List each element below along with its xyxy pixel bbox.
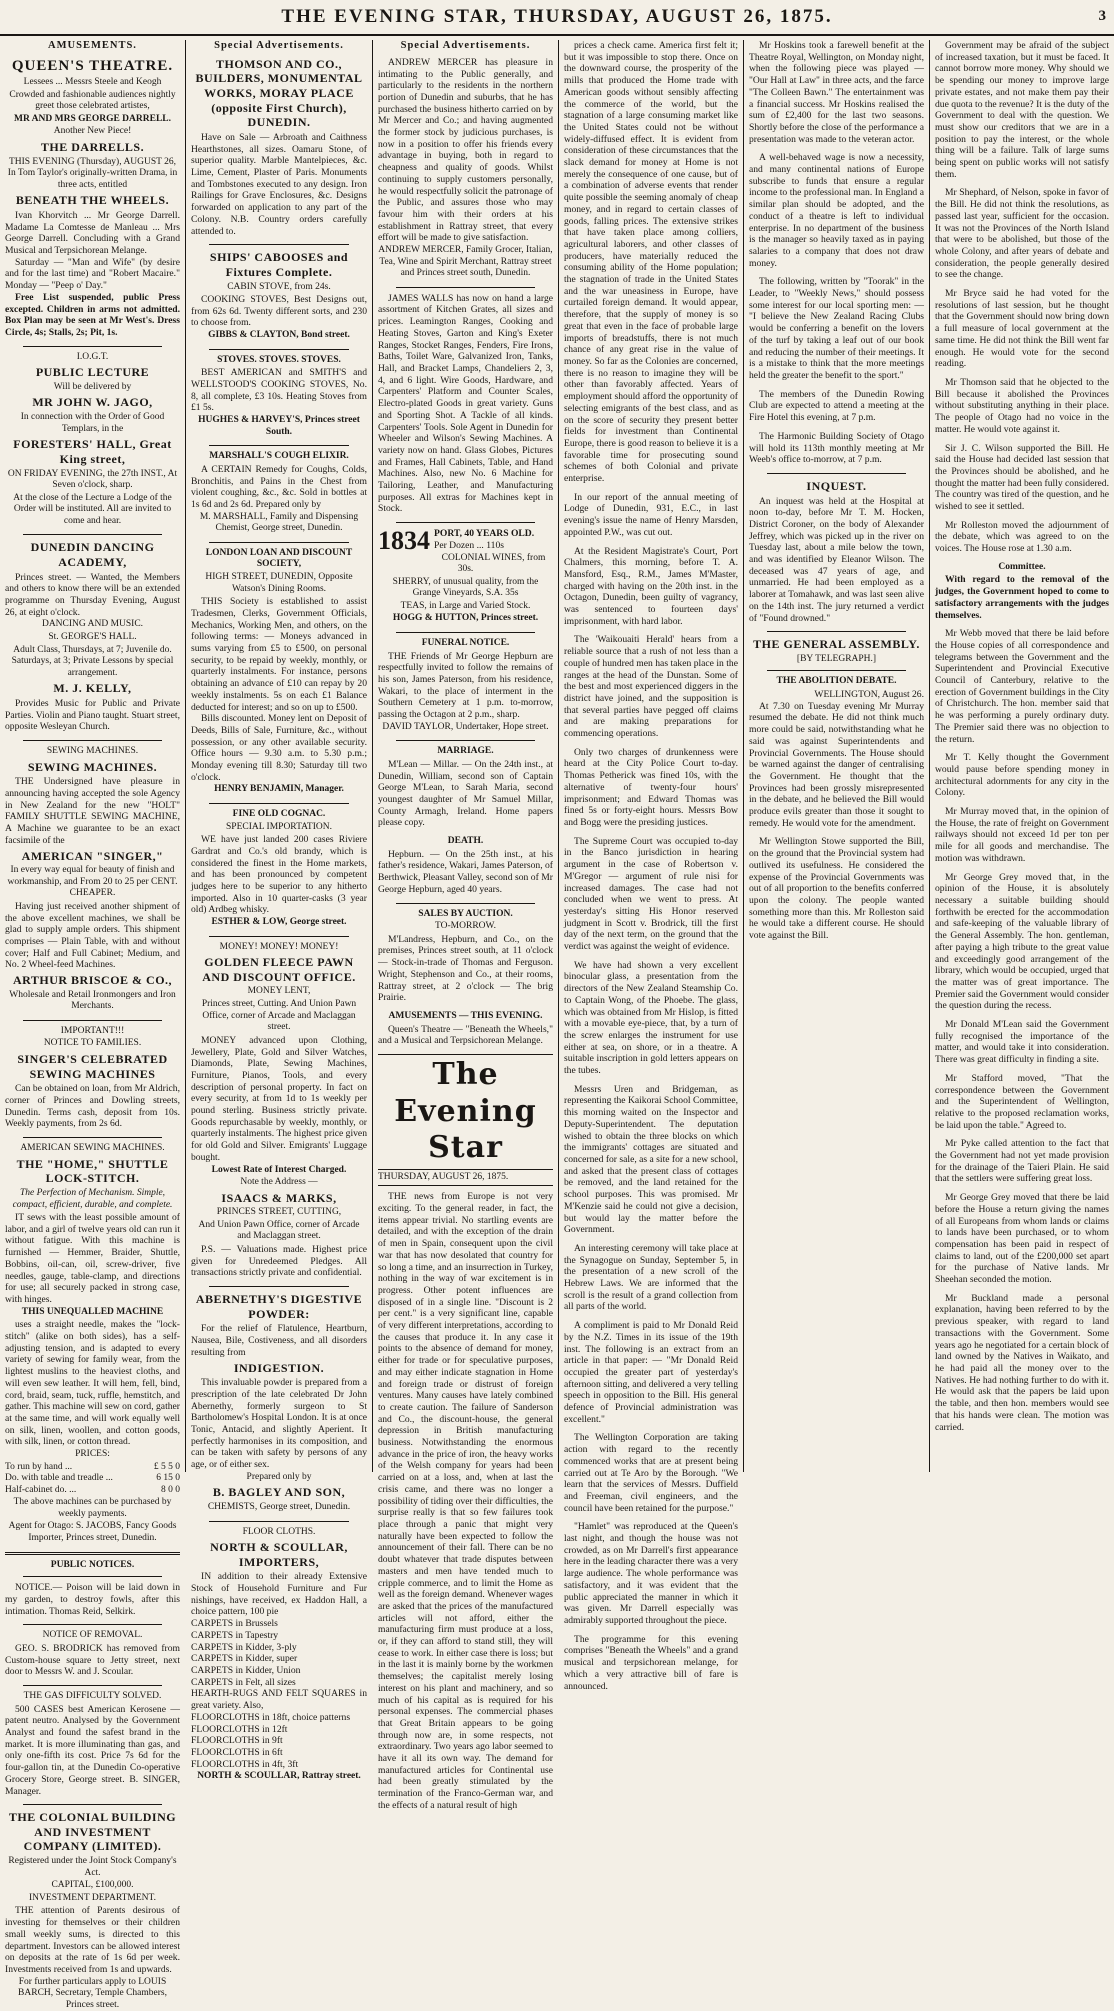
column-5 <box>744 40 929 1472</box>
article-paragraph: We have had shown a very excellent binocular glass, a presentation from the directors of the New Zealand Steamship Co. to Captain Wong, of the Phoebe. The glass, which was obtained from Mr Hislop, is fitted with a movable eye-piece, that, by a turn of the screw enlarges the instrument for use either at sea, on shore, or in a theatre. A suitable inscription in gold letters appears on the tubes. <box>564 959 738 1077</box>
ad-text: Ivan Khorvitch ... Mr George Darrell. Madame La Comtesse de Manleau ... Mrs George Darrell. Concluding with a Grand Musical and Terpsichorean Melange. <box>5 209 180 257</box>
dateline-date: THURSDAY, AUGUST 26, 1875. <box>378 1171 509 1182</box>
article-paragraph: Sir J. C. Wilson supported the Bill. He said the House had decided last session that the Provinces should be abolished, and he thought the matter had been fully considered. The country was tired of the question, and he wished to see it settled. <box>935 442 1109 513</box>
ad-text: BENEATH THE WHEELS. <box>15 193 170 208</box>
ad-text: CAPITAL, £100,000. <box>51 1880 134 1891</box>
nameplate: The Evening Star <box>378 1054 553 1170</box>
section-heading: THE GAS DIFFICULTY SOLVED. <box>23 1691 162 1702</box>
list-item: CARPETS in Kidder, super <box>191 1653 298 1665</box>
ad-text: Provides Music for Public and Private Parties. Violin and Piano taught. Stuart street, opposite Wesleyan Church. <box>5 697 180 733</box>
ad-text: St. GEORGE'S HALL. <box>48 632 137 643</box>
notice-text: M'Lean — Millar. — On the 24th inst., at Dunedin, William, second son of Captain George M'Lean, to Sarah Maria, second youngest daughter of Mr Samuel Millar, County Armagh, Ireland. Home papers please copy. <box>378 758 553 829</box>
ad-text: Saturday — "Man and Wife" (by desire and for the last time) and "Robert Macaire." Monday — "Peep o' Day." <box>5 256 180 292</box>
ad-text: THE attention of Parents desirous of investing for themselves or their children small weekly sums, is directed to this department. Investors can be allowed interest on deposits at the rate of 1s 6d per week. Investments received from 1s and upwards. <box>5 1905 180 1975</box>
thomson-ad <box>191 57 367 237</box>
ad-text: HOGG & HUTTON, Princes street. <box>392 613 539 624</box>
masthead-title: THE EVENING STAR, THURSDAY, AUGUST 26, 1875. <box>281 6 833 27</box>
ad-text: COOKING STOVES, Best Designs out, from 62s 6d. Twenty different sorts, and 230 to choose from. <box>191 294 367 329</box>
ad-text: The Perfection of Mechanism. Simple, compact, efficient, durable, and complete. <box>12 1187 173 1210</box>
list-item: CARPETS in Tapestry <box>191 1629 279 1641</box>
notice-text: Hepburn. — On the 25th inst., at his father's residence, Wakari, James Paterson, of Berthwick, Pleasant Valley, second son of Mr George Hepburn, aged 40 years. <box>378 848 554 895</box>
notice-text: M'Landress, Hepburn, and Co., on the premises, Princes street south, at 11 o'clock — Stock-in-trade of Thomas and Ferguson. Wright, Stephenson and Co., at their rooms, Rattray street, at 2 o'clock — The brig Prairie. <box>378 933 553 1004</box>
stoves-ad <box>191 355 367 439</box>
ad-text: PORT, 40 YEARS OLD. <box>434 528 535 540</box>
ad-text: The above machines can be purchased by weekly payments. <box>13 1497 172 1519</box>
price-item: To run by hand ... <box>5 1461 73 1472</box>
article-paragraph: "Hamlet" was reproduced at the Queen's last night, and though the house was not crowded, as on Mr Darrell's first appearance here in the leading character there was a very large audience. The whole performance was satisfactory, and it was evident that the public appreciated the manner in which it was given. Mr Darrell especially was admirably supported throughout the piece. <box>564 1521 738 1626</box>
divider <box>209 1521 349 1522</box>
hogg-hutton-ad <box>378 528 553 625</box>
column-heading: Special Advertisements. <box>400 40 531 51</box>
article-paragraph: Messrs Uren and Bridgeman, as representing the Kaikorai School Committee, this morning waited on the Inspector and Deputy-Superintendent. The deputation wished to obtain the three blocks on which the immigrants' cottages are situated and concerned for sale, as a site for a new school, and asked that the present class of cottages be removed, and the land retained for the school purposes. This was promised. Mr M'Kenzie said he could not give a decision, but would lay the matter before the Government. <box>564 1083 738 1236</box>
ad-text: This invaluable powder is prepared from a prescription of the late celebrated Dr John Abernethy, formerly surgeon to St Bartholomew's Hospital London. It is at once Tonic, Antacid, and slightly Aperient. It perfectly harmonises in its composition, and can be taken with safety by persons of any age, or of either sex. <box>191 1377 367 1471</box>
section-heading: PUBLIC NOTICES. <box>50 1559 135 1570</box>
ad-text: uses a straight needle, makes the "lock-stitch" (alike on both sides), has a self-adjusting tension, and is adapted to every variety of sewing for family wear, from the lightest muslins to the heaviest cloths, and will even sew leather. It will hem, fell, bind, cord, braid, seam, tuck, ruffle, hemstitch, and gather. This machine will sew on cord, gather at the same time, and will work equally well on silk, linen, woollen, and cotton goods, with silk, linen, or cotton thread. <box>5 1319 180 1448</box>
ad-text: HUGHES & HARVEY'S, Princes street South. <box>198 415 360 437</box>
ad-text: In every way equal for beauty of finish and workmanship, and From 20 to 25 per CENT. CHEAPER. <box>7 865 178 899</box>
ad-text: ANDREW MERCER, Family Grocer, Italian, Tea, Wine and Spirit Merchant, Rattray street and Princes street south, Dunedin. <box>378 245 553 279</box>
divider <box>23 534 162 535</box>
divider <box>396 632 535 633</box>
ad-text: ON FRIDAY EVENING, the 27th INST., At Seven o'clock, sharp. <box>7 468 178 491</box>
dateline <box>378 1172 553 1187</box>
ad-text: P.S. — Valuations made. Highest price given for Unredeemed Pledges. All transactions strictly private and confidential. <box>191 1244 367 1279</box>
article-paragraph: Mr Murray moved that, in the opinion of the House, the rate of freight on Government railways should not exceed 1d per ton per mile for all goods and merchandise. The motion was withdrawn. <box>935 806 1109 864</box>
ad-text: Can be obtained on loan, from Mr Aldrich, corner of Princes and Dowling streets, Dunedin. Terms cash, deposit from 10s. Weekly payments, from 2s 6d. <box>5 1083 180 1130</box>
ad-text: MONEY LENT, <box>247 986 311 997</box>
ad-text: M. J. KELLY, <box>53 681 132 696</box>
price-value: 8 0 0 <box>161 1484 180 1495</box>
article-paragraph: The 'Waikouaiti Herald' hears from a reliable source that a rush of not less than a couple of hundred men has taken place in the ranges at the head of the Dunstan. Some of the best and most experienced diggers in the district have joined, and the supposition is that several parties have pegged off claims and are making preparations for commencing operations. <box>564 634 738 740</box>
ad-text: Another New Piece! <box>53 126 132 137</box>
price-row <box>5 1485 180 1497</box>
ad-text: Crowded and fashionable audiences nightly greet those celebrated artistes, <box>9 89 176 112</box>
list-item: FLOORCLOTHS in 9ft <box>191 1735 283 1747</box>
ad-text: A CERTAIN Remedy for Coughs, Colds, Bronchitis, and Pains in the Chest from violent coughing, &c., &c. Sold in bottles at 1s 6d and 2s 6d. Prepared only by <box>191 463 367 510</box>
divider <box>396 287 535 288</box>
column-4 <box>559 40 743 1692</box>
ad-text: SPECIAL IMPORTATION. <box>226 821 332 832</box>
divider <box>209 244 349 245</box>
singer-loan-ad <box>5 1026 180 1130</box>
home-machine-ad <box>5 1143 180 1545</box>
notice-text: TO-MORROW. <box>435 921 496 932</box>
divider <box>209 542 349 543</box>
article-paragraph: Mr Thomson said that he objected to the Bill because it abolished the Provinces without substituting anything in their place. The people of Otago had no voice in the matter. He would vote against it. <box>935 376 1109 435</box>
cognac-ad <box>191 809 367 929</box>
ad-text: I.O.G.T. <box>76 351 109 362</box>
article-paragraph: Mr Webb moved that there be laid before the House copies of all correspondence and telegrams between the Government and the Superintendent and Provincial Executive Council of Canterbury, relative to the erection of Government buildings in the City of Christchurch. The hon. member said that he was performing a purely ordinary duty. The Premier said there was no objection to the return. <box>935 628 1109 745</box>
ad-text: INVESTMENT DEPARTMENT. <box>29 1892 156 1903</box>
ad-text: Princes street, Cutting. And Union Pawn Office, corner of Arcade and Maclaggan street. <box>201 999 357 1033</box>
ad-text: And Union Pawn Office, corner of Arcade and Maclaggan street. <box>198 1219 360 1242</box>
list-item: HEARTH-RUGS AND FELT SQUARES in great variety. Also, <box>191 1688 367 1712</box>
ad-text: BEST AMERICAN and SMITH'S and WELLSTOOD'S COOKING STOVES, No. 8, all complete, £3 10s. Heating Stoves from £1 5s. <box>191 367 367 414</box>
ad-text: AMERICAN "SINGER," <box>21 848 164 863</box>
ad-text: Have on Sale — Arbroath and Caithness Hearthstones, all sizes. Oamaru Stone, of superior quality. Marble Mantelpieces, &c. Lime, Cement, Plaster of Paris. Monuments and Tombstones executed to any design. Iron Railings for Grave Enclosures, &c. Designs forwarded on application to any part of the Colony. N.B. Country orders carefully attended to. <box>191 131 367 237</box>
list-item: FLOORCLOTHS in 6ft <box>191 1746 283 1758</box>
ad-text: NOTICE TO FAMILIES. <box>43 1038 142 1049</box>
ad-text: SEWING MACHINES. <box>46 746 139 757</box>
article-paragraph: In our report of the annual meeting of Lodge of Dunedin, 931, E.C., in last evening's issue the name of Henry Marsden, appointed P.W., was cut out. <box>564 491 738 538</box>
ad-text: MR AND MRS GEORGE DARRELL. <box>13 113 172 124</box>
column-2 <box>186 40 372 1782</box>
list-item: CARPETS in Kidder, 3-ply <box>191 1641 297 1653</box>
sales-notice <box>378 909 553 1004</box>
ad-text: HENRY BENJAMIN, Manager. <box>214 784 344 795</box>
mercer-ad <box>378 57 553 280</box>
column-6 <box>930 40 1114 1472</box>
ad-title: FINE OLD COGNAC. <box>232 809 326 819</box>
divider <box>5 1552 180 1555</box>
port-line <box>378 526 553 556</box>
colonial-building-ad <box>5 1810 180 2011</box>
price-value: £ 5 5 0 <box>153 1461 180 1472</box>
ad-text: Registered under the Joint Stock Company's Act. <box>8 1856 177 1878</box>
price-item: Do. with table and treadle ... <box>5 1473 113 1484</box>
ad-text: AMERICAN SEWING MACHINES. <box>20 1143 165 1154</box>
divider <box>209 803 349 804</box>
ad-text: Will be delivered by <box>53 381 132 392</box>
article-paragraph: The Supreme Court was occupied to-day in the Banco jurisdiction in hearing argument in the case of Robertson v. M'Gregor — argument of rule nisi for increased damages. The case had not concluded when we went to press. At yesterday's sitting His Honor reserved judgment in Scott v. Brodrick, till the first day of the next term, on the ground that the verdict was against the weight of evidence. <box>564 835 738 953</box>
article-paragraph: The members of the Dunedin Rowing Club are expected to attend a meeting at the Fire Hotel this evening, at 7 p.m. <box>749 388 924 424</box>
divider <box>767 670 906 671</box>
ad-text: NORTH & SCOULLAR, IMPORTERS, <box>210 1540 348 1569</box>
article-paragraph: prices a check came. America first felt it; but it was impossible to stop there. Once on the downward course, the prosperity of the mills that produced the Home trade with American goods without sensibly affecting the commerce of the world, but the stagnation of a large consuming market like the United States could not be without widely-diffused effect. It is evident from consideration of these circumstances that the slack demand for money at Home is not merely the consequence of one cause, but of a combination of adverse events that render quite possible the seeming anomaly of cheap money, and in regard to certain classes of goods, falling prices. The extensive strikes that have taken place among colliers, agricultural laborers, and other classes of producers, have materially reduced the consuming ability of the Home population; the stagnation of trade in the United States and the war uneasiness in Europe, have curtailed foreign demand. It would appear, therefore, that the supply of money is so great that even in the face of probable large imports of breadstuffs, there is not much chance of any great rise in the value of money. So far as the Colonies are concerned, there is no reason to imagine they will be other than favorably affected. Years of employment should afford the opportunity of selecting emigrants of the best class, and as on the score of security they present better fields for investment than Continental Europe, there is good reason to believe it is a favorable time for prosecuting sound schemes of both Colonial and private enterprise. <box>564 40 738 485</box>
section-heading: INQUEST. <box>806 478 867 493</box>
ad-text: INDIGESTION. <box>233 1360 325 1375</box>
cough-elixir-ad <box>191 451 367 535</box>
page-number: 3 <box>1098 8 1106 24</box>
loan-society-ad <box>191 548 367 796</box>
sewing-machines-ad <box>5 746 180 1013</box>
article-paragraph: Government may be afraid of the subject of increased taxation, but it must be faced. It cannot borrow more money. Why should we be spending our money to improve large private estates, and not make them pay their due quota to the revenue? It is the duty of the Government to deal with the question. We must show our creditors that we are in a position to pay the interest, or the whole thing will be a failure. Talk of large sums being spent on public works will not satisfy them. <box>935 40 1109 180</box>
list-item: FLOORCLOTHS in 4ft, 3ft <box>191 1758 299 1770</box>
article-paragraph: An interesting ceremony will take place at the Synagogue on Sunday, September 5, in the presentation of a new scroll of the Hebrew Laws. We are informed that the scroll is the result of a grand collection from all parts of the world. <box>564 1242 738 1313</box>
article-paragraph: Mr Hoskins took a farewell benefit at the Theatre Royal, Wellington, on Monday night, when the following piece was played — "Our Hall at Law" in three acts, and the farce "The Colleen Bawn." The entertainment was a financial success. Mr Hoskins realised the sum of £2,400 for the last two seasons. Shortly before the close of the performance a presentation was made to the veteran actor. <box>749 40 924 145</box>
ad-title: MARSHALL'S COUGH ELIXIR. <box>209 451 349 462</box>
notice-text: DAVID TAYLOR, Undertaker, Hope street. <box>382 721 549 732</box>
ad-text: ARTHUR BRISCOE & CO., <box>12 973 173 988</box>
ad-text: HIGH STREET, DUNEDIN, Opposite Watson's Dining Rooms. <box>205 572 353 594</box>
divider <box>23 346 162 347</box>
ad-text: Free List suspended, public Press excepted. Children in arms not admitted. Box Plan may be seen at Mr West's. Dress Circle, 4s; Stalls, 2s; Pit, 1s. <box>5 291 180 338</box>
lecture-ad <box>5 352 180 528</box>
article-paragraph: Mr Wellington Stowe supported the Bill, on the ground that the Provincial system had outlived its usefulness. He considered the expense of the Provincial Governments was out of all proportion to the benefits conferred upon the colony. The people wanted something more than this. Mr Rolleston said he would take a different course. He should vote against the Bill. <box>749 836 924 942</box>
list-item: FLOORCLOTHS in 12ft <box>191 1723 288 1735</box>
ad-title: SEWING MACHINES. <box>27 759 158 774</box>
price-row <box>5 1473 180 1485</box>
ad-title: QUEEN'S THEATRE. <box>11 57 174 74</box>
section-heading: THE GENERAL ASSEMBLY. <box>753 637 920 652</box>
dancing-academy-ad <box>5 540 180 733</box>
ad-text: NORTH & SCOULLAR, Rattray street. <box>197 1771 361 1782</box>
article-paragraph: The programme for this evening comprises "Beneath the Wheels" and a grand musical and terpsichorean melange, for which a very attractive bill of fare is announced. <box>564 1633 738 1692</box>
marriage-notice <box>378 746 553 829</box>
ad-text: Adult Class, Thursdays, at 7; Juvenile do. Saturdays, at 3; Private Lessons by special arrangement. <box>11 644 174 678</box>
ad-title: PUBLIC LECTURE <box>35 365 150 380</box>
article-paragraph: A compliment is paid to Mr Donald Reid by the N.Z. Times in its issue of the 19th inst. The following is an extract from an article in that paper: — "Mr Donald Reid occupied the greater part of yesterday's afternoon sitting, and delivered a very telling speech in opposition to the Bill. His general defence of Provincial administration was excellent." <box>564 1320 738 1425</box>
funeral-notice <box>378 638 553 733</box>
article-paragraph: Only two charges of drunkenness were heard at the City Police Court to-day. Thomas Petherick was fined 10s, with the alternative of twenty-four hours' imprisonment; and Edward Thomas was fined 5s or forty-eight hours. Messrs Bow and Bogg were the presiding justices. <box>564 746 738 828</box>
ad-title: ABERNETHY'S DIGESTIVE POWDER: <box>195 1292 363 1321</box>
article-paragraph: An inquest was held at the Hospital at noon to-day, before Mr T. M. Hocken, District Coroner, on the body of Alexander Jeffrey, which was picked up in the river on Tuesday last, about a mile below the town, and was identified by Eleanor Wilson. The deceased was 47 years of age, and unmarried. He had been employed as a laborer at Tomahawk, and was last seen alive on the 14th inst. The jury returned a verdict of "Found drowned." <box>749 495 924 624</box>
ad-text: ANDREW MERCER has pleasure in intimating to the Public generally, and particularly to the residents in the northern portion of Dunedin and suburbs, that he has purchased the business hitherto carried on by Mr Mercer and Co.; and having augmented the former stock by judicious purchases, is now in a position to offer his friends every advantage in buying, both in regard to cheapness and quality of goods. Whilst continuing to supply customers personally, he would respectfully solicit the patronage of the Public, and assures those who may favour him with their orders at his establishment in Rattray street, that every effort will be made to give satisfaction. <box>378 56 553 244</box>
section-heading: MARRIAGE. <box>437 746 494 757</box>
ad-title: STOVES. STOVES. STOVES. <box>217 354 341 365</box>
walls-ad: JAMES WALLS has now on hand a large assortment of Kitchen Grates, all sizes and prices. Leamington Ranges, Cooking and Heating Stoves, Garton and King's Exeter Ranges, Stocket Ranges, Fenders, Fire Irons, Baths, Toilet Ware, Galvanized Iron, Tanks, Hall, and Bracket Lamps, Chandeliers 2, 3, 4, and 6 light. Wire Goods, Hardware, and Carpenters' Platform and Counter Scales, Electro-plated Goods in great variety. Guns and Sporting Shot. A Tackle of all kinds. Carpenters' Tools. Sole Agent in Dunedin for Wheeler and Wilson's Sewing Machines. A variety now on hand. Glass Globes, Pictures and Frames, Hall Cabinets, Table, and Hand Machines. Also, new No. 6 Machine for Tailoring, Leather, and Manufacturing purposes. All extras for Machines kept in Stock. <box>378 292 553 515</box>
list-item: CARPETS in Felt, all sizes <box>191 1676 296 1688</box>
ad-text: ISAACS & MARKS, <box>221 1190 337 1205</box>
article-paragraph: The Wellington Corporation are taking action with regard to the recently commenced works that are at present being carried out at Te Aro by the Borough. "We learn that the services of Messrs. Duffield and Freeman, civil engineers, and the council have been retained for the purpose." <box>564 1432 738 1514</box>
ad-title: SINGER'S CELEBRATED SEWING MACHINES <box>17 1052 168 1081</box>
section-heading: FUNERAL NOTICE. <box>421 638 510 649</box>
ad-text: Note the Address — <box>240 1177 318 1188</box>
ad-text: At the close of the Lecture a Lodge of the Order will be instituted. All are invited to come and hear. <box>13 492 172 526</box>
ad-text: IT sews with the least possible amount of labor, and a girl of twelve years old can run it without fatigue. With this machine is furnished — Hemmer, Braider, Shuttle, Bobbins, oil-can, oil, screw-driver, five needles, gauge, table-clamp, and directions for use; all securely packed in strong case, with hinges. <box>5 1212 180 1305</box>
ad-text: THIS Society is established to assist Tradesmen, Clerks, Government Officials, Mechanics, Working Men, and others, on the following terms: — Moneys advanced in sums varying from £5 to £500, on personal security, to be repaid by weekly, monthly, or quarterly instalments. For instance, persons obtaining an advance of £10 can repay by 20 weekly instalments. 5s on each £1 Balance deducted for interest; and so on up to £500. <box>191 596 367 713</box>
column-heading: AMUSEMENTS. <box>48 40 137 51</box>
ad-title: MONEY! MONEY! MONEY! <box>219 941 339 952</box>
article-paragraph: A well-behaved wage is now a necessity, and many continental nations of Europe subscribe to funds that ensure a regular income to the professional man. In England a similar plan should be adopted, and the conduct of a theatre is left to individual enterprise. In no department of the business is the manager so heavily taxed as in paying salaries to a company that does not draw money. <box>749 152 924 269</box>
divider <box>396 903 535 904</box>
price-value: 6 15 0 <box>156 1473 180 1484</box>
ad-text: M. MARSHALL, Family and Dispensing Chemist, George street, Dunedin. <box>199 511 359 534</box>
ad-text: Wholesale and Retail Ironmongers and Iron Merchants. <box>9 989 176 1012</box>
divider <box>23 1624 162 1625</box>
divider <box>209 445 349 446</box>
article-paragraph: Mr Buckland made a personal explanation, having been referred to by the previous speaker, with regard to land transactions with the Government. Some years ago he negotiated for a certain block of land owned by the Natives in Waikato, and he had paid all the money over to the Natives. He had nothing further to do with it. He would ask that the papers be laid upon the table, and then hon. members would see that his hands were clean. The motion was carried. <box>935 1292 1109 1433</box>
divider <box>209 1286 349 1287</box>
ad-text: MR JOHN W. JAGO, <box>32 395 153 410</box>
ad-text: For the relief of Flatulence, Heartburn, Nausea, Bile, Costiveness, and all disorders resulting from <box>191 1323 367 1358</box>
notice-text: THE Friends of Mr George Hepburn are respectfully invited to follow the remains of his son, James Paterson, from his residence, Wakari, to the place of interment in the Southern Cemetery at 1 p.m. to-morrow, passing the Octagon at 2 p.m., sharp. <box>378 650 553 721</box>
article-paragraph: At the Resident Magistrate's Court, Port Chalmers, this morning, before T. A. Mansford, Esq., R.M., James M'Master, charged with having on the 20th inst. in the Octagon, Dunedin, been guilty of vagrancy, was sentenced to fourteen days' imprisonment, with hard labor. <box>564 545 738 627</box>
divider <box>23 1685 162 1686</box>
ad-title: LONDON LOAN AND DISCOUNT SOCIETY, <box>205 547 353 570</box>
section-heading: AMUSEMENTS — THIS EVENING. <box>388 1010 543 1021</box>
ad-text: GIBBS & CLAYTON, Bond street. <box>208 330 350 341</box>
section-heading: SALES BY AUCTION. <box>418 908 513 919</box>
divider <box>23 1804 162 1805</box>
notice-text: Queen's Theatre — "Beneath the Wheels," and a Musical and Terpsichorean Melange. <box>378 1023 553 1047</box>
ad-text: Lowest Rate of Interest Charged. <box>211 1164 347 1175</box>
article-paragraph: Mr T. Kelly thought the Government would pause before spending money in architectural adornments for any city in the Colony. <box>935 752 1109 799</box>
section-subheading: [BY TELEGRAPH.] <box>796 653 877 664</box>
dateline: WELLINGTON, August 26. <box>814 689 924 701</box>
ad-text: Agent for Otago: S. JACOBS, Fancy Goods Importer, Princes street, Dunedin. <box>8 1521 177 1544</box>
ad-title: THE "HOME," SHUTTLE LOCK-STITCH. <box>16 1156 169 1186</box>
queens-theatre-ad <box>5 57 180 339</box>
divider <box>23 1137 162 1138</box>
notice-poison: NOTICE.— Poison will be laid down in my garden, to destroy fowls, after this intimation. Thomas Reid, Selkirk. <box>5 1582 180 1617</box>
ad-text: GOLDEN FLEECE PAWN AND DISCOUNT OFFICE. <box>202 955 356 984</box>
article-paragraph: Mr Pyke called attention to the fact that the Government had not yet made provision for the drainage of the Taieri Plain. He said that the settlers were suffering great loss. <box>935 1138 1109 1185</box>
article-paragraph: At 7.30 on Tuesday evening Mr Murray resumed the debate. He did not think much more could be said, notwithstanding what he said was against Superintendents and Provincial Governments. The House should be warned against the danger of centralising the Government. He thought that the Provinces had been grossly misrepresented in the debate, and he believed the Bill would produce evils greater than those it sought to remedy. He would vote for the amendment. <box>749 700 924 829</box>
article-paragraph: The Harmonic Building Society of Otago will hold its 113th monthly meeting at Mr Weeb's office to-morrow, at 7 p.m. <box>749 430 924 466</box>
divider <box>767 631 906 632</box>
article-paragraph: Mr Stafford moved, "That the correspondence between the Government and the Superintendent of Wellington, relative to the proposed reclamation works, be laid upon the table." Agreed to. <box>935 1072 1109 1131</box>
ad-text: COLONIAL WINES, from 30s. <box>441 552 546 575</box>
divider <box>396 740 535 741</box>
divider <box>23 740 162 741</box>
port-year: 1834 <box>378 526 430 556</box>
ad-text: CABIN STOVE, from 24s. <box>227 281 331 292</box>
leader-article: THE news from Europe is not very exciting. To the general reader, in fact, the items appear trivial. No startling events are detailed, and with the exception of the drain of men in Spain, consequent upon the civil war that has now desolated that country for so long a time, and an insurrection in Turkey, nothing in the way of war excitement is in progress. Other potent influences are disposed of in a single line. "Discount is 2 per cent." is a very significant line, capable of very different interpretations, according to the causes that produce it. In any case it points to the absence of demand for money, either for trade or for speculative purposes, and may either indicate stagnation in Home and foreign trade or distrust of foreign ventures. Many causes have lately combined to create caution. The failure of Sanderson and Co., the discount-house, the general depression in British manufacturing business. Notwithstanding the enormous advance in the price of iron, the heavy works of the Welsh company for years had been carried on at a loss, and, when at last the crisis came, and there was no longer a possibility of tiding over their difficulties, the surprise really is that so few failures took place through a panic that might very naturally have been expected to follow the announcement of their fall. There can be no doubt whatever that trade disputes between masters and men have tended much to cripple commerce, and to limit the Home as well as the foreign demand. Whenever wages are asked that the prices of the manufactured articles will not afford, either the manufacturing firm must produce at a loss, or, if they can afford to stand still, they will cease to work. In either case there is loss; but in the last it is mainly borne by the workmen themselves; the capitalist merely losing interest on his plant and machinery, and so much of his capital as is required for his personal expenses. The commercial phases that Great Britain appears to be going through now are, in some respects, not extraordinary. Two years ago labor seemed to have it all its own way. The demand for manufactured articles for Continental use had been greatly stimulated by the termination of the Franco-German war, and the effects of a natural result of high <box>378 1191 553 1811</box>
ad-text: PRINCES STREET, CUTTING, <box>216 1207 342 1218</box>
ad-text: In connection with the Order of Good Templars, in the <box>20 412 165 434</box>
ad-text: Having just received another shipment of the above excellent machines, we shall be glad to supply ample orders. This shipment comprises — Plain Table, with and without cover; Half and Full Cabinet; Medium, and No. 2 Wheel-feed Machines. <box>5 900 180 971</box>
price-row <box>5 1462 180 1474</box>
ad-text: For further particulars apply to LOUIS BARCH, Secretary, Temple Chambers, Princes street. <box>18 1976 167 2010</box>
ad-title: FLOOR CLOTHS. <box>242 1526 316 1537</box>
section-heading: NOTICE OF REMOVAL. <box>42 1630 143 1641</box>
column-3 <box>373 40 558 1811</box>
prices-label: PRICES: <box>75 1449 110 1460</box>
ships-cabooses-ad <box>191 250 367 342</box>
divider <box>209 349 349 350</box>
ad-text: DANCING AND MUSIC. <box>41 619 144 630</box>
article-paragraph: Mr Bryce said he had voted for the resolutions of last session, but he thought that the Government should now bring down a full measure of local government at the same time. He did not think the Bill went far enough. He would vote for the second reading. <box>935 288 1109 370</box>
masthead <box>0 2 1114 36</box>
pawn-office-ad <box>191 942 367 1280</box>
kerosene-ad: 500 CASES best American Kerosene — patent neutro. Analysed by the Government Analyst and found the safest brand in the market. It is more illuminating than gas, and only one-fifth its cost. Price 7s 6d for the four-gallon tin, at the Dunedin Co-operative Grocery Store, George street. B. SINGER, Manager. <box>5 1703 180 1797</box>
divider <box>209 936 349 937</box>
ad-text: Lessees ... Messrs Steele and Keogh <box>23 77 162 88</box>
ad-text: Princes street. — Wanted, the Members and others to know there will be an extended programme on Thursday Evening, August 26, at eight o'clock. <box>5 571 180 618</box>
ad-text: FORESTERS' HALL, Great King street, <box>13 437 172 466</box>
list-item: FLOORCLOTHS in 18ft, choice patterns <box>191 1711 351 1723</box>
ad-text: MONEY advanced upon Clothing, Jewellery, Plate, Gold and Silver Watches, Diamonds, Plate, Sewing Machines, Furniture, Pianos, Tools, and every description of personal property. In fact on every security, at from 1d to 1s weekly per pound sterling. Business strictly private. Goods repurchasable by weekly, monthly, or quarterly instalments. The highest price given for old Gold and Silver. Emigrants' Luggage bought. <box>191 1034 367 1163</box>
ad-text: SHERRY, of unusual quality, from the Grange Vineyards, S.A. 35s <box>392 576 539 599</box>
ad-text: TEAS, in Large and Varied Stock. <box>400 600 531 611</box>
death-notice <box>378 836 553 895</box>
amusements-notice <box>378 1011 553 1047</box>
ad-text: Bills discounted. Money lent on Deposit of Deeds, Bills of Sale, Furniture, &c., without possession, or any other available security. Office hours — 9.30 a.m. to 5.30 p.m.; Monday evening till 8.30; Saturday till two o'clock. <box>191 713 367 783</box>
section-heading: DEATH. <box>447 836 484 847</box>
divider <box>396 522 535 523</box>
ad-text: ESTHER & LOW, George street. <box>211 917 347 928</box>
divider <box>23 1020 162 1021</box>
ad-title: SHIPS' CABOOSES and Fixtures Complete. <box>209 250 349 279</box>
price-item: Half-cabinet do. ... <box>5 1484 77 1495</box>
article-paragraph: With regard to the removal of the judges, the Government hoped to come to satisfactory arrangements with the judges themselves. <box>935 574 1109 621</box>
article-paragraph: Mr Shephard, of Nelson, spoke in favor of the Bill. He did not think the resolutions, as passed last year, sufficient for the occasion. It was not the Provinces of the North Island that were to be abolished, but those of the whole Colony, and after years of debate and consideration, the people generally desired to see the change. <box>935 187 1109 281</box>
ad-title: THOMSON AND CO., BUILDERS, MONUMENTAL WORKS, MORAY PLACE (opposite First Church), DUNEDIN. <box>195 56 363 130</box>
article-paragraph: The following, written by "Toorak" in the Leader, to "Weekly News," should possess some interest for our local sporting men: — "I believe the New Zealand Racing Clubs would be conferring a benefit on the lovers of the turf by taking a leaf out of our book and reducing the number of their meetings. It is a mistake to think that the more meetings held the greater the benefit to the sport." <box>749 276 924 381</box>
list-item: CARPETS in Brussels <box>191 1618 278 1630</box>
ad-text: WE have just landed 200 cases Riviere Gardrat and Co.'s old brandy, which is considered the finest in the Home markets, and has been pronounced by competent judges here to be superior to any hitherto imported. Also in 10 quarter-casks (3 year old) Ardbeg whisky. <box>191 834 367 916</box>
section-heading: Committee. <box>998 561 1046 572</box>
ad-text: IN addition to their already Extensive Stock of Household Furniture and Fur nishings, have received, ex Haddon Hall, a choice pattern, 100 pie <box>191 1571 367 1618</box>
divider <box>767 473 906 474</box>
ad-text: THE Undersigned have pleasure in announcing having accepted the sole Agency in New Zealand for the new "HOLT" FAMILY SHUTTLE SEWING MACHINE, A Machine we guarantee to be an exact facsimile of the <box>5 776 180 846</box>
ad-text: CHEMISTS, George street, Dunedin. <box>207 1501 351 1512</box>
digestive-powder-ad <box>191 1292 367 1513</box>
notice-removal: GEO. S. BRODRICK has removed from Custom-house square to Jetty street, next door to Messrs W. and J. Scoular. <box>5 1642 180 1678</box>
north-scoullar-ad <box>191 1527 367 1783</box>
ad-text: THIS UNEQUALLED MACHINE <box>21 1306 164 1317</box>
ad-text: IMPORTANT!!! <box>60 1025 125 1036</box>
article-paragraph: Mr George Grey moved that there be laid before the House a return giving the names of all Europeans from whom lands or claims to lands have been purchased, or to whom compensation has been paid in respect of claims to land, out of the £200,000 set apart for the purchase of Native lands. Mr Sheehan seconded the motion. <box>935 1192 1109 1286</box>
column-1 <box>0 40 185 2010</box>
ad-title: THE COLONIAL BUILDING AND INVESTMENT COMPANY (LIMITED). <box>8 1810 177 1854</box>
divider <box>23 1576 162 1577</box>
ad-text: B. BAGLEY AND SON, <box>212 1485 346 1500</box>
ad-text: THIS EVENING (Thursday), AUGUST 26, In Tom Taylor's originally-written Drama, in three acts, entitled <box>7 156 178 190</box>
list-item: CARPETS in Kidder, Union <box>191 1665 301 1676</box>
article-paragraph: Mr Rolleston moved the adjournment of the debate, which was agreed to on the voices. The House rose at 1.30 a.m. <box>935 519 1109 555</box>
article-paragraph: Mr George Grey moved that, in the opinion of the House, it is absolutely necessary a suitable building should forthwith be erected for the accommodation and safe-keeping of the valuable library of the General Assembly. The hon. gentleman, after paying a high tribute to the great value and exceedingly good arrangement of the library, which would be occupied, urged that the matter was of great importance. The Premier said the Government would consider the question during the recess. <box>935 871 1109 1012</box>
article-paragraph: Mr Donald M'Lean said the Government fully recognised the importance of the matter, and would take it into consideration. There was great difficulty in finding a site. <box>935 1019 1109 1066</box>
ad-text: THE DARRELLS. <box>40 139 145 154</box>
ad-title: DUNEDIN DANCING ACADEMY, <box>30 540 155 570</box>
ad-text: Prepared only by <box>246 1471 312 1482</box>
column-heading: Special Advertisements. <box>214 40 344 51</box>
ad-text: Per Dozen ... 110s <box>434 539 504 551</box>
section-subheading: THE ABOLITION DEBATE. <box>776 676 897 687</box>
